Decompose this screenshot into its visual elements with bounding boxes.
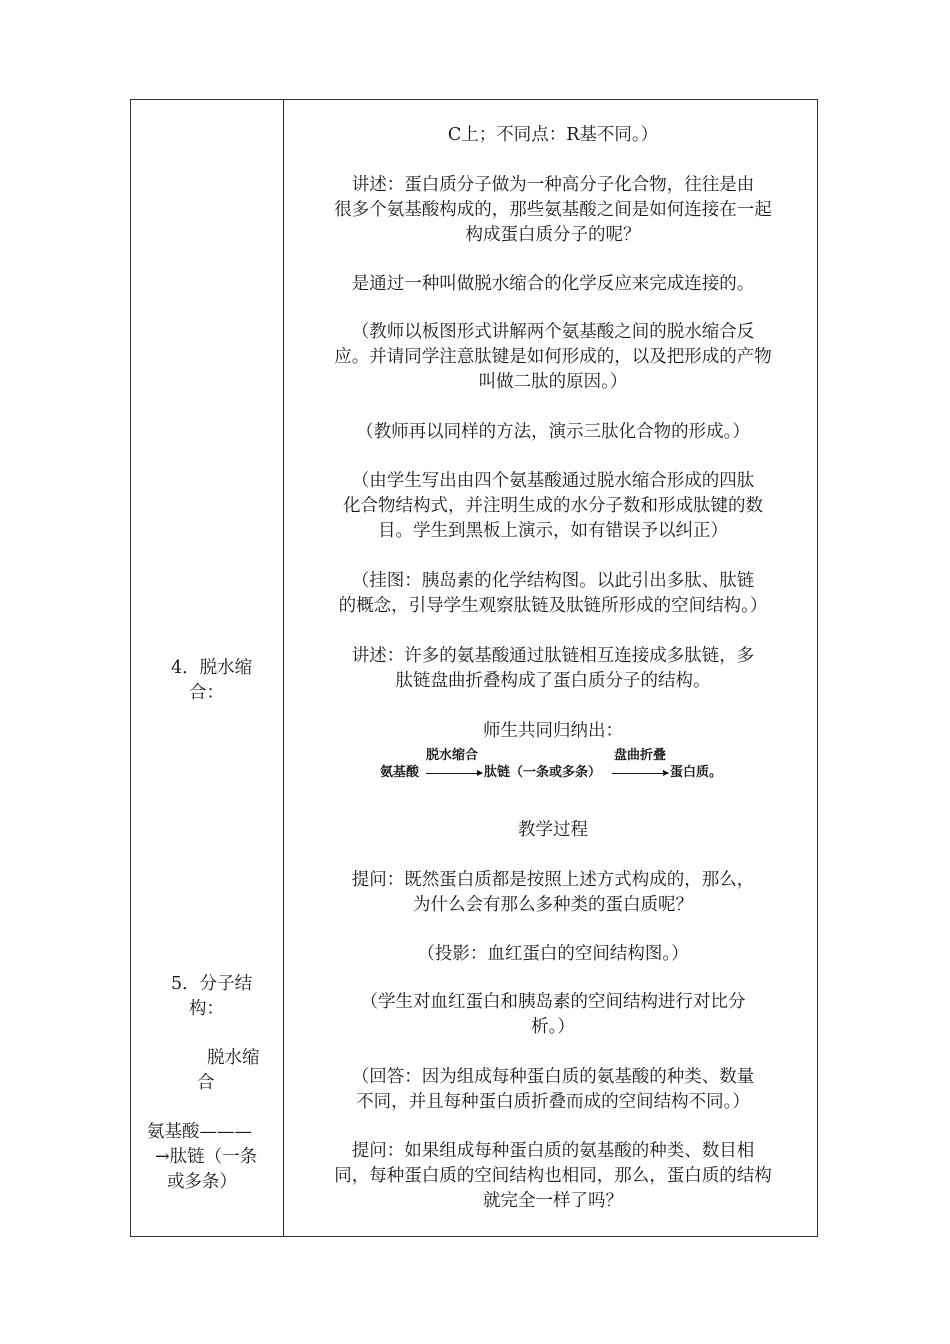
formula-step2: 盘曲折叠 xyxy=(614,748,667,763)
paragraph-15-line: 提问：如果组成每种蛋白质的氨基酸的种类、数目相 xyxy=(351,1141,755,1161)
paragraph-10-line: 教学过程 xyxy=(518,820,588,840)
paragraph-11-line: 为什么会有那么多种类的蛋白质呢？ xyxy=(413,895,693,915)
formula-start: 氨基酸 xyxy=(380,765,420,780)
item-4-line2: 合： xyxy=(189,683,224,703)
paragraph-13-line: 析。） xyxy=(531,1017,575,1037)
paragraph-3 xyxy=(298,272,808,297)
paragraph-2-line: 讲述：蛋白质分子做为一种高分子化合物，往往是由 xyxy=(351,175,755,195)
formula-end: 蛋白质。 xyxy=(670,765,723,780)
side-note-line1: 脱水缩 xyxy=(207,1048,260,1068)
side-note-line2: 合 xyxy=(197,1073,215,1093)
paragraph-14-line: （回答：因为组成每种蛋白质的氨基酸的种类、数量 xyxy=(351,1067,755,1087)
side-note-line4: →肽链（一条 xyxy=(155,1147,258,1167)
left-column xyxy=(131,100,283,1236)
formula-arrow-1 xyxy=(426,773,482,774)
formula-arrow-2 xyxy=(612,773,668,774)
paragraph-9 xyxy=(298,719,808,744)
paragraph-6-line: 目。学生到黑板上演示，如有错误予以纠正） xyxy=(378,521,728,541)
lesson-table xyxy=(130,99,818,1237)
side-note-line3: 氨基酸——— xyxy=(147,1122,252,1142)
paragraph-2 xyxy=(298,173,808,248)
formula-step1: 脱水缩合 xyxy=(426,748,479,763)
paragraph-7 xyxy=(298,569,808,619)
paragraph-6-line: （由学生写出由四个氨基酸通过脱水缩合形成的四肽 xyxy=(351,471,755,491)
paragraph-10 xyxy=(298,818,808,843)
paragraph-4-line: 应。并请同学注意肽键是如何形成的，以及把形成的产物 xyxy=(334,347,772,367)
side-note-formula xyxy=(147,1120,257,1195)
paragraph-12-line: （投影：血红蛋白的空间结构图。） xyxy=(417,944,689,964)
paragraph-11 xyxy=(298,868,808,918)
paragraph-4-line: 叫做二肽的原因。） xyxy=(478,372,628,392)
side-note-line5: 或多条） xyxy=(167,1172,237,1192)
item-5-line1: 5．分子结 xyxy=(171,974,253,994)
paragraph-4 xyxy=(298,320,808,395)
paragraph-6-line: 化合物结构式，并注明生成的水分子数和形成肽键的数 xyxy=(343,496,763,516)
right-column xyxy=(284,100,817,1236)
paragraph-4-line: （教师以板图形式讲解两个氨基酸之间的脱水缩合反 xyxy=(351,322,755,342)
paragraph-1 xyxy=(298,123,808,148)
summary-formula xyxy=(380,748,730,784)
paragraph-15-line: 同，每种蛋白质的空间结构也相同，那么，蛋白质的结构 xyxy=(334,1166,772,1186)
paragraph-14-line: 不同，并且每种蛋白质折叠而成的空间结构不同。） xyxy=(356,1092,750,1112)
paragraph-11-line: 提问：既然蛋白质都是按照上述方式构成的，那么， xyxy=(351,870,755,890)
paragraph-7-line: （挂图：胰岛素的化学结构图。以此引出多肽、肽链 xyxy=(351,571,755,591)
paragraph-13 xyxy=(298,990,808,1040)
item-5-heading xyxy=(171,972,252,1022)
paragraph-15-line: 就完全一样了吗？ xyxy=(483,1191,623,1211)
paragraph-5-line: （教师再以同样的方法，演示三肽化合物的形成。） xyxy=(356,422,750,442)
paragraph-8-line: 肽链盘曲折叠构成了蛋白质分子的结构。 xyxy=(395,671,711,691)
side-note-dehydration xyxy=(197,1046,260,1096)
paragraph-13-line: （学生对血红蛋白和胰岛素的空间结构进行对比分 xyxy=(360,992,746,1012)
paragraph-2-line: 很多个氨基酸构成的，那些氨基酸之间是如何连接在一起 xyxy=(334,200,772,220)
paragraph-2-line: 构成蛋白质分子的呢？ xyxy=(465,225,641,245)
paragraph-15 xyxy=(298,1139,808,1214)
item-5-line2: 构： xyxy=(189,999,224,1019)
formula-middle: 肽链（一条或多条） xyxy=(484,765,602,780)
paragraph-7-line: 的概念，引导学生观察肽链及肽链所形成的空间结构。） xyxy=(338,596,768,616)
paragraph-3-line: 是通过一种叫做脱水缩合的化学反应来完成连接的。 xyxy=(351,274,755,294)
paragraph-5 xyxy=(298,420,808,445)
paragraph-8 xyxy=(298,644,808,694)
paragraph-1-line: C上；不同点：R基不同。） xyxy=(447,125,659,145)
item-4-line1: 4．脱水缩 xyxy=(171,658,253,678)
paragraph-14 xyxy=(298,1065,808,1115)
item-4-heading xyxy=(171,656,252,706)
paragraph-9-line: 师生共同归纳出： xyxy=(483,721,623,741)
paragraph-8-line: 讲述：许多的氨基酸通过肽链相互连接成多肽链，多 xyxy=(351,646,755,666)
paragraph-6 xyxy=(298,469,808,544)
paragraph-12 xyxy=(298,942,808,967)
